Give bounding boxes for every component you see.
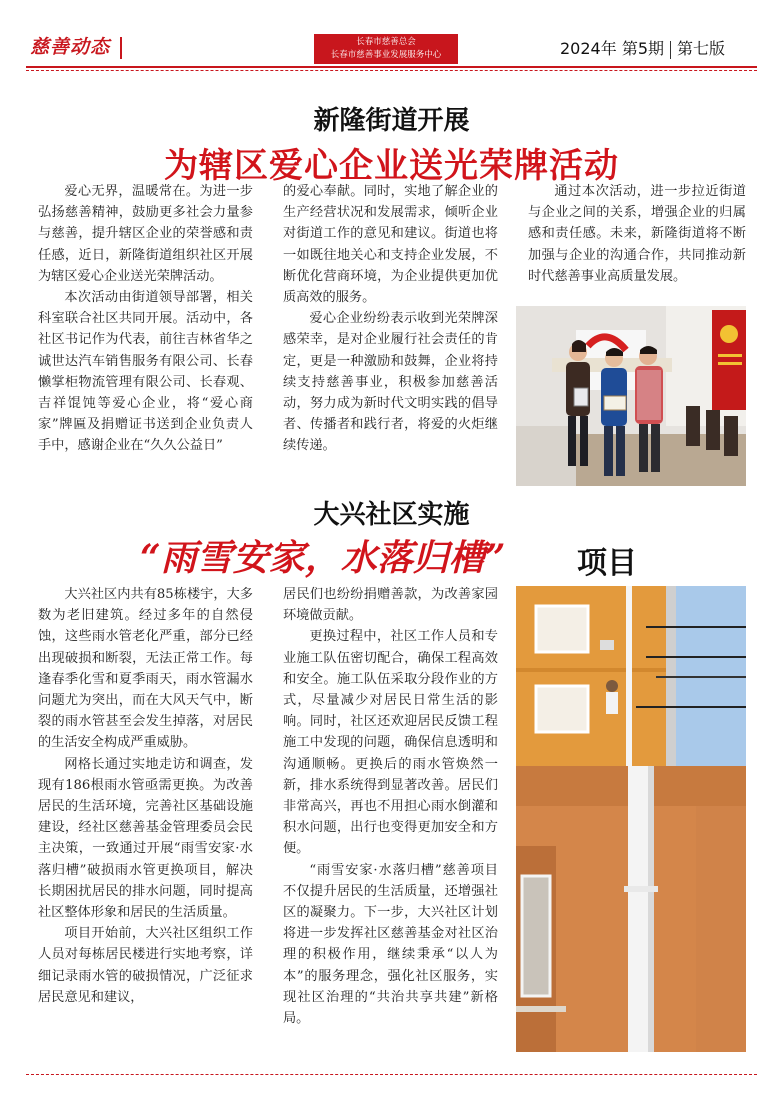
footer-dashed-rule	[26, 1074, 757, 1075]
article2-column-2	[283, 584, 498, 1029]
article1-column-1	[38, 181, 253, 457]
article1-column-2	[283, 181, 498, 457]
header-dashed-rule	[26, 70, 757, 71]
award-photo-illustration	[516, 306, 746, 486]
paragraph: 网格长通过实地走访和调查，发现有186根雨水管亟需更换。为改善居民的生活环境，完善社区基础设施建设，经社区慈善基金管理委员会民主决策，一致通过开展“雨雪安家·水落归槽”破损雨水管更换项目，解决长期困扰居民的排水问题，同时提高社区整体形象和居民的生活质量。	[38, 756, 253, 921]
section-logo: 慈善动态	[30, 36, 111, 58]
article1-subtitle: 新隆街道开展	[313, 106, 470, 136]
issue-year: 2024年	[560, 39, 617, 58]
downspout-photo-illustration	[516, 586, 746, 1052]
paragraph: 更换过程中，社区工作人员和专业施工队伍密切配合，确保工程高效和安全。施工队伍采取分段作业的方式，尽量减少对居民日常生活的影响。同时，社区还欢迎居民反馈工程施工中发现的问题，确保信息透明和沟通顺畅。更换后的雨水管焕然一新，排水系统得到显著改善。居民们非常高兴，再也不用担心雨水倒灌和积水问题，出行也变得更加安全和方便。	[283, 629, 498, 857]
article2-subtitle: 大兴社区实施	[313, 500, 470, 530]
paragraph: 的爱心奉献。同时，实地了解企业的生产经营状况和发展需求，倾听企业对街道工作的意见和建议。街道也将一如既往地关心和支持企业发展，不断优化营商环境，为企业提供更加优质高效的服务。	[283, 184, 498, 306]
article2-title-tail: 项目	[577, 546, 637, 581]
publisher-banner	[314, 34, 458, 64]
paragraph: 通过本次活动，进一步拉近街道与企业之间的关系，增强企业的归属感和责任感。未来，新隆街道将不断加强与企业的沟通合作，共同推动新时代慈善事业高质量发展。	[528, 184, 746, 284]
issue-separator	[670, 41, 671, 59]
edition-label: 第七版	[677, 39, 726, 58]
publisher-line-2: 长春市慈善事业发展服务中心	[330, 50, 442, 60]
paragraph: 大兴社区内共有85栋楼宇，大多数为老旧建筑。经过多年的自然侵蚀，这些雨水管老化严重，部分已经出现破损和断裂，无法正常工作。每逢春季化雪和夏季雨天，雨水管漏水问题尤为突出，而在大风天气中，断裂的雨水管甚至会发生掉落，对居民的生活安全构成严重威胁。	[38, 587, 253, 751]
award-photo	[516, 306, 746, 486]
paragraph: 爱心企业纷纷表示收到光荣牌深感荣幸，是对企业履行社会责任的肯定，更是一种激励和鼓舞，企业将持续支持慈善事业，积极参加慈善活动，努力成为新时代文明实践的倡导者、传播者和践行者，将爱的火炬继续传递。	[283, 311, 498, 454]
article1-column-3	[528, 181, 746, 287]
paragraph: 项目开始前，大兴社区组织工作人员对每栋居民楼进行实地考察，详细记录雨水管的破损情况，广泛征求居民意见和建议，	[38, 926, 253, 1005]
header-rule	[26, 66, 757, 68]
publisher-line-1: 长春市慈善总会	[356, 37, 416, 47]
downspout-photo	[516, 586, 746, 1052]
article1-title: 为辖区爱心企业送光荣牌活动	[164, 146, 619, 186]
paragraph: 居民们也纷纷捐赠善款，为改善家园环境做贡献。	[283, 587, 498, 624]
issue-number: 第5期	[621, 39, 665, 58]
article2-column-1	[38, 584, 253, 1008]
paragraph: 爱心无界，温暖常在。为进一步弘扬慈善精神，鼓励更多社会力量参与慈善，提升辖区企业的荣誉感和责任感，近日，新隆街道组织社区开展为辖区爱心企业送光荣牌活动。	[38, 184, 253, 284]
article2-title: “雨雪安家，水落归槽”	[140, 537, 506, 579]
issue-info	[560, 36, 725, 59]
paragraph: 本次活动由街道领导部署，相关科室联合社区共同开展。活动中，各社区书记作为代表，前往吉林省华之诚世达汽车销售服务有限公司、长春懒掌柜物流管理有限公司、长春观、吉祥馄饨等爱心企业，将“爱心商家”牌匾及捐赠证书送到企业负责人手中，感谢企业在“久久公益日”	[38, 290, 253, 454]
paragraph: “雨雪安家·水落归槽”慈善项目不仅提升居民的生活质量，还增强社区的凝聚力。下一步，大兴社区计划将进一步发挥社区慈善基金对社区治理的积极作用，继续秉承“以人为本”的服务理念，强化社区服务，实现社区治理的“共治共享共建”新格局。	[283, 862, 498, 1027]
header-divider	[120, 37, 122, 59]
